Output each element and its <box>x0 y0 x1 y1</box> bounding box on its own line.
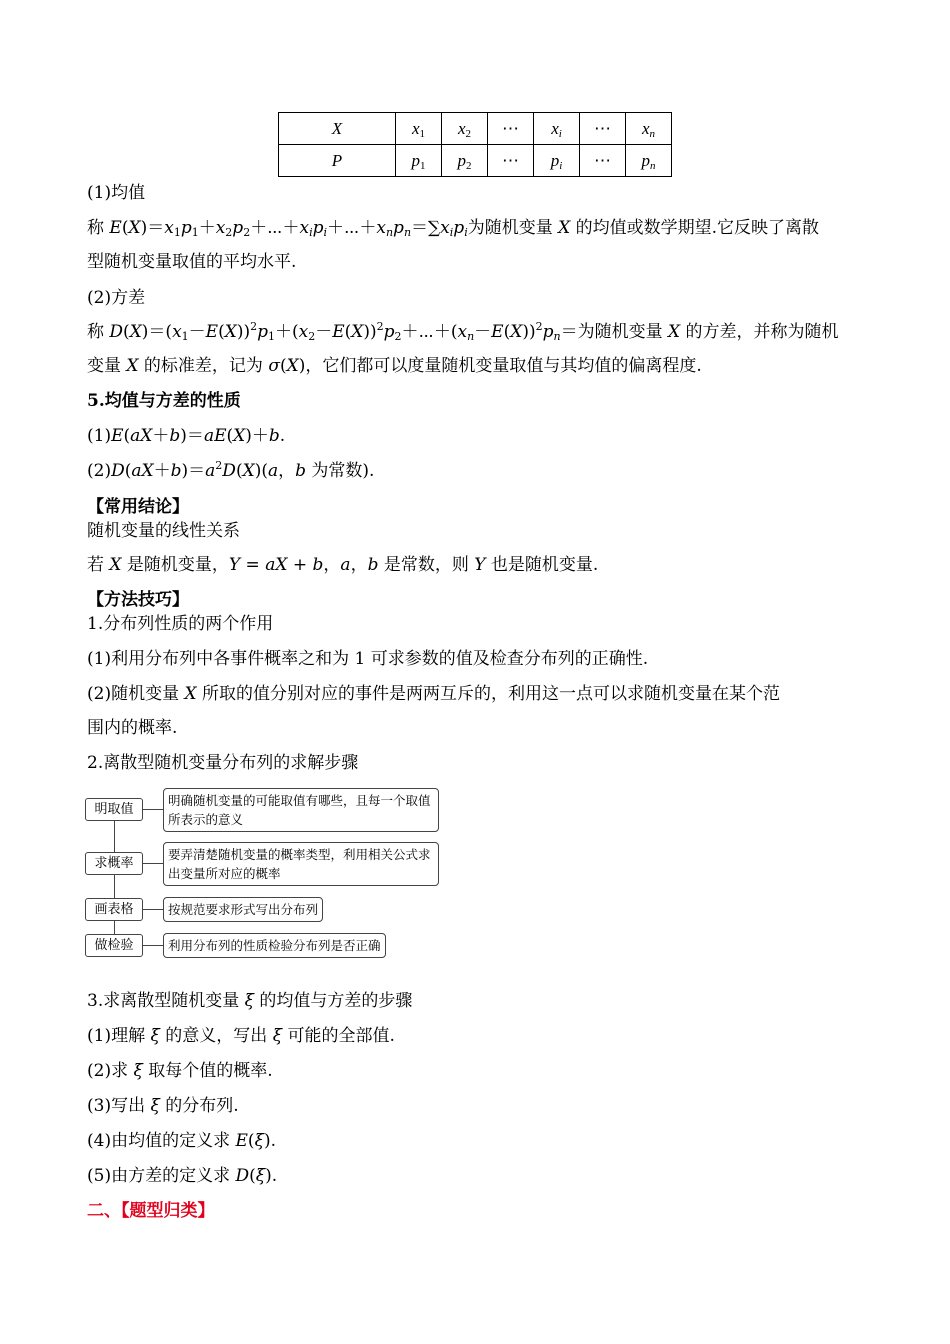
table-cell: $p_1$ <box>396 145 442 177</box>
table-cell: $x_1$ <box>396 113 442 145</box>
properties-heading: 5.均值与方差的性质 <box>87 391 241 411</box>
flow-step: 求概率 <box>85 852 143 875</box>
distribution-steps-diagram <box>85 788 445 960</box>
flow-step: 做检验 <box>85 934 143 957</box>
flow-description: 利用分布列的性质检验分布列是否正确 <box>163 933 386 958</box>
table-cell: ⋯ <box>580 145 626 177</box>
method-heading: 【方法技巧】 <box>87 590 189 610</box>
conclusion-line1: 随机变量的线性关系 <box>87 521 240 541</box>
property-1: (1)E(aX＋b)＝aE(X)＋b. <box>87 426 286 446</box>
connector-line <box>143 809 163 810</box>
table-cell: $x_n$ <box>626 113 672 145</box>
table-row <box>279 145 672 177</box>
method-item-1b-line2: 围内的概率. <box>87 718 178 738</box>
variance-definition-line2: 变量 X 的标准差，记为 σ(X)，它们都可以度量随机变量取值与其均值的偏离程度. <box>87 356 702 376</box>
flow-description: 要弄清楚随机变量的概率类型，利用相关公式求出变量所对应的概率 <box>163 842 439 886</box>
mean-definition-line2: 型随机变量取值的平均水平. <box>87 252 297 272</box>
method-step-3-5: (5)由方差的定义求 D(ξ). <box>87 1166 278 1186</box>
method-step-3-1: (1)理解 ξ 的意义，写出 ξ 可能的全部值. <box>87 1026 395 1046</box>
table-cell: $x_2$ <box>442 113 488 145</box>
table-row <box>279 113 672 145</box>
section-title: 二、【题型归类】 <box>87 1201 215 1221</box>
table-header-p: P <box>279 145 396 177</box>
flow-description: 按规范要求形式写出分布列 <box>163 897 323 922</box>
variance-definition: 称 $D(X)=(x_1-E(X))^2p_1+(x_2-E(X))^2p_2+\cdots+(x_n-E(X))^2p_n=$为随机变量 X 的方差，并称为随机 <box>87 320 839 343</box>
table-header-x: X <box>279 113 396 145</box>
diagram-spine <box>114 808 115 948</box>
method-step-3-3: (3)写出 ξ 的分布列. <box>87 1096 239 1116</box>
mean-heading: (1)均值 <box>87 183 146 203</box>
table-cell: $p_n$ <box>626 145 672 177</box>
method-item-1b: (2)随机变量 X 所取的值分别对应的事件是两两互斥的，利用这一点可以求随机变量在某个范 <box>87 684 781 704</box>
mean-definition: 称 $E(X)=x_1p_1+x_2p_2+\cdots+x_ip_i+\cdots+x_np_n=\sum x_ip_i$为随机变量 X 的均值或数学期望.它反映了离散 <box>87 218 820 239</box>
table-cell: $x_i$ <box>534 113 580 145</box>
flow-step: 明取值 <box>85 798 143 821</box>
conclusion-line2: 若 X 是随机变量，Y = aX + b，a，b 是常数，则 Y 也是随机变量. <box>87 555 599 575</box>
method-step-3-2: (2)求 ξ 取每个值的概率. <box>87 1061 273 1081</box>
connector-line <box>143 945 163 946</box>
table-cell: $p_i$ <box>534 145 580 177</box>
method-step-3-4: (4)由均值的定义求 E(ξ). <box>87 1131 276 1151</box>
method-item-2: 2.离散型随机变量分布列的求解步骤 <box>87 753 359 773</box>
conclusion-heading: 【常用结论】 <box>87 497 189 517</box>
flow-step: 画表格 <box>85 898 143 921</box>
variance-heading: (2)方差 <box>87 288 146 308</box>
method-item-1a: (1)利用分布列中各事件概率之和为 1 可求参数的值及检查分布列的正确性. <box>87 649 649 669</box>
method-item-1: 1.分布列性质的两个作用 <box>87 614 274 634</box>
table-cell: ⋯ <box>488 113 534 145</box>
property-2: $(2)D(aX+b)=a^2D(X)(a$，b 为常数). <box>87 459 375 481</box>
connector-line <box>143 863 163 864</box>
method-item-3: 3.求离散型随机变量 ξ 的均值与方差的步骤 <box>87 991 413 1011</box>
table-cell: ⋯ <box>580 113 626 145</box>
distribution-table <box>278 112 672 177</box>
table-cell: ⋯ <box>488 145 534 177</box>
table-cell: $p_2$ <box>442 145 488 177</box>
flow-description: 明确随机变量的可能取值有哪些，且每一个取值所表示的意义 <box>163 788 439 832</box>
connector-line <box>143 909 163 910</box>
